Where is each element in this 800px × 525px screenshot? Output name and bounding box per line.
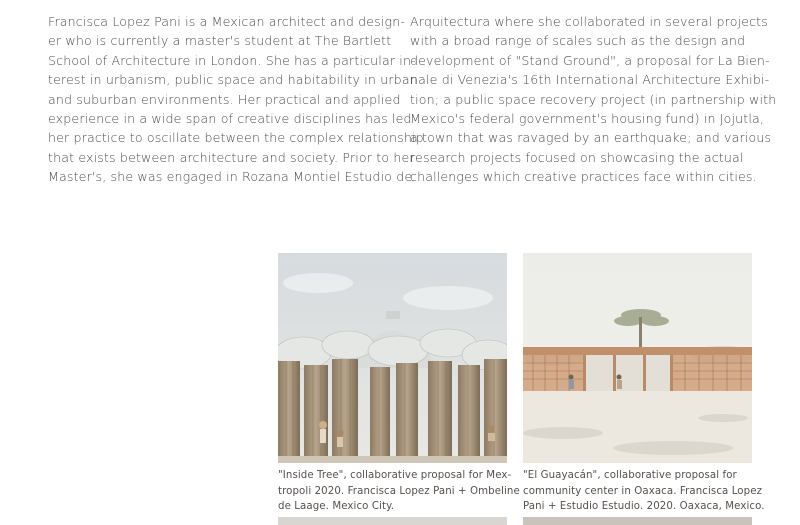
inside-tree-image[interactable]: [278, 253, 507, 463]
caption-line: community center in Oaxaca. Francisca Lopez: [523, 485, 763, 497]
caption-line: Pani + Estudio Estudio. 2020. Oaxaca, Mexico.: [523, 501, 765, 513]
bio-line: research projects focused on showcasing the actual: [410, 149, 744, 165]
figure-caption: [278, 468, 520, 515]
bio-column-left: [48, 12, 424, 187]
caption-line: "Inside Tree", collaborative proposal for Mex-: [278, 470, 512, 481]
bio-line: School of Architecture in London. She has a particular in-: [48, 52, 416, 68]
figure-caption: [523, 468, 765, 515]
bio-line: er who is currently a master's student at The Bartlett: [48, 33, 392, 49]
project-figure-inside-tree: [278, 253, 520, 515]
caption-line: "El Guayacán", collaborative proposal for: [523, 470, 737, 481]
next-project-image[interactable]: [278, 517, 507, 525]
bio-line: Mexico's federal government's housing fund) in Jojutla,: [410, 111, 765, 127]
bio-line: Master's, she was engaged in Rozana Montiel Estudio de: [48, 169, 413, 185]
bio-line: challenges which creative practices face within cities.: [410, 169, 757, 185]
bio-line: Francisca Lopez Pani is a Mexican architect and design-: [48, 14, 406, 29]
next-project-image[interactable]: [523, 517, 752, 525]
bio-column-right: [410, 12, 777, 187]
el-guayacan-image[interactable]: [523, 253, 752, 463]
bio-line: experience in a wide span of creative disciplines has led: [48, 111, 412, 127]
project-figure-el-guayacan: [523, 253, 765, 515]
bio-line: nale di Venezia's 16th International Architecture Exhibi-: [410, 72, 770, 88]
bio-line: her practice to oscillate between the complex relationship: [48, 130, 424, 146]
bio-line: and suburban environments. Her practical and applied: [48, 91, 401, 107]
bio-line: with a broad range of scales such as the design and: [410, 33, 746, 49]
caption-line: de Laage. Mexico City.: [278, 501, 395, 513]
bio-line: that exists between architecture and society. Prior to her: [48, 149, 415, 165]
caption-line: tropoli 2020. Francisca Lopez Pani + Ombeline: [278, 485, 520, 497]
bio-line: development of "Stand Ground", a proposal for La Bien-: [410, 52, 770, 68]
bio-line: Arquitectura where she collaborated in several projects: [410, 14, 768, 29]
bio-line: tion; a public space recovery project (in partnership with: [410, 91, 777, 107]
bio-line: a town that was ravaged by an earthquake; and various: [410, 130, 772, 146]
bio-line: terest in urbanism, public space and habitability in urban: [48, 72, 418, 88]
